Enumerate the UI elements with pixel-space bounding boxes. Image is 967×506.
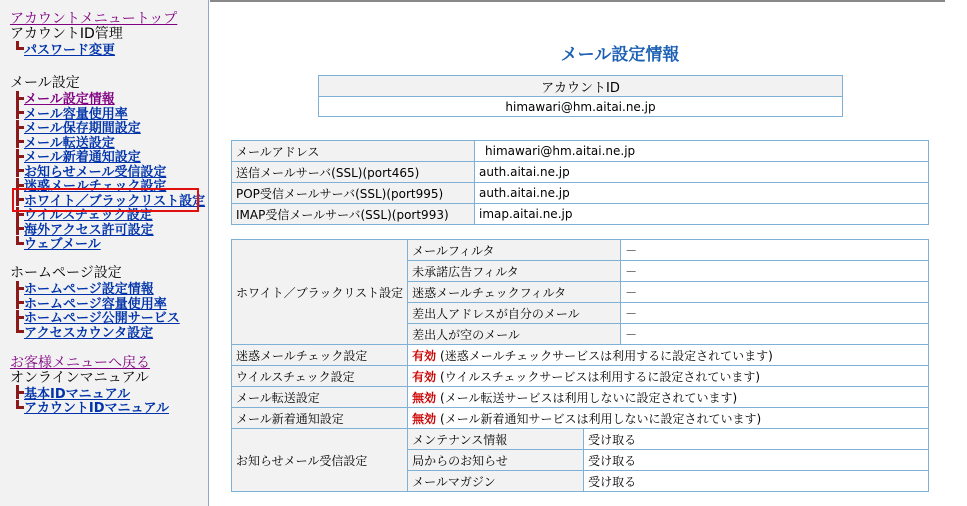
sidebar (0, 0, 209, 506)
mail-settings-heading: メール設定 (10, 75, 80, 91)
notice-label: お知らせメール受信設定 (232, 429, 408, 492)
top-divider (210, 0, 945, 2)
status-desc: (メール転送サービスは利用しないに設定されています) (440, 390, 738, 405)
hp-public-link[interactable]: ホームページ公開サービス (24, 311, 180, 327)
customer-menu-back-link[interactable]: お客様メニューへ戻る (10, 355, 150, 371)
status-desc: (ウイルスチェックサービスは利用するに設定されています) (440, 369, 761, 384)
tree-connector-icon (14, 120, 24, 134)
tree-connector-icon (14, 41, 24, 55)
table-row (232, 345, 929, 366)
server-value: himawari@hm.aitai.ne.jp (475, 141, 929, 162)
wb-item-value: － (621, 240, 929, 261)
sidebar-homepage-group (10, 266, 180, 339)
status-label: ウイルスチェック設定 (232, 366, 408, 387)
sidebar-item-password[interactable] (10, 41, 177, 56)
notice-item-label: メールマガジン (408, 471, 584, 492)
sidebar-item-account-manual[interactable] (10, 400, 169, 415)
status-cell (408, 366, 929, 387)
status-desc: (迷惑メールチェックサービスは利用するに設定されています) (440, 348, 773, 363)
table-row (232, 408, 929, 429)
wb-item-label: 迷惑メールチェックフィルタ (408, 282, 621, 303)
spam-check-link[interactable]: 迷惑メールチェック設定 (24, 179, 167, 195)
status-badge: 無効 (412, 411, 437, 426)
online-manual-heading: オンラインマニュアル (10, 369, 150, 386)
status-label: 迷惑メールチェック設定 (232, 345, 408, 366)
table-row (232, 162, 929, 183)
notice-item-label: 局からのお知らせ (408, 450, 584, 471)
status-cell (408, 387, 929, 408)
server-value: imap.aitai.ne.jp (475, 204, 929, 225)
table-row (232, 183, 929, 204)
tree-connector-icon (14, 385, 24, 399)
virus-check-link[interactable]: ウイルスチェック設定 (24, 208, 153, 224)
notice-item-value: 受け取る (584, 450, 929, 471)
server-value: auth.aitai.ne.jp (475, 162, 929, 183)
server-label: 送信メールサーバ(SSL)(port465) (232, 162, 475, 183)
status-label: メール新着通知設定 (232, 408, 408, 429)
notice-item-value: 受け取る (584, 429, 929, 450)
status-label: メール転送設定 (232, 387, 408, 408)
hp-usage-link[interactable]: ホームページ容量使用率 (24, 296, 167, 312)
tree-connector-icon (14, 91, 24, 105)
sidebar-manual-group (10, 355, 169, 417)
wb-item-label: メールフィルタ (408, 240, 621, 261)
notice-item-value: 受け取る (584, 471, 929, 492)
webmail-link[interactable]: ウェブメール (24, 237, 101, 253)
tree-connector-icon (14, 236, 24, 250)
tree-connector-icon (14, 400, 24, 414)
account-id-value: himawari@hm.aitai.ne.jp (319, 97, 843, 117)
mail-forward-link[interactable]: メール転送設定 (24, 135, 115, 151)
status-cell (408, 408, 929, 429)
tree-connector-icon (14, 310, 24, 324)
account-menu-top-link[interactable]: アカウントメニュートップ (10, 11, 178, 27)
tree-connector-icon (14, 295, 24, 309)
wb-item-value: － (621, 261, 929, 282)
homepage-settings-heading: ホームページ設定 (10, 265, 122, 281)
mail-retention-link[interactable]: メール保存期間設定 (24, 121, 141, 137)
account-id-header: アカウントID (319, 76, 843, 97)
wb-item-value: － (621, 324, 929, 345)
table-row (232, 240, 929, 261)
account-id-mgmt-heading: アカウントID管理 (10, 25, 123, 42)
table-row (232, 204, 929, 225)
wb-item-label: 差出人が空のメール (408, 324, 621, 345)
notice-item-label: メンテナンス情報 (408, 429, 584, 450)
tree-connector-icon (14, 324, 24, 338)
table-row (232, 366, 929, 387)
access-counter-link[interactable]: アクセスカウンタ設定 (24, 325, 154, 341)
tree-connector-icon (14, 105, 24, 119)
status-badge: 無効 (412, 390, 437, 405)
table-row (232, 141, 929, 162)
server-label: POP受信メールサーバ(SSL)(port995) (232, 183, 475, 204)
tree-connector-icon (14, 149, 24, 163)
wb-item-label: 未承諾広告フィルタ (408, 261, 621, 282)
notice-mail-link[interactable]: お知らせメール受信設定 (24, 164, 167, 180)
page-title: メール設定情報 (560, 45, 680, 65)
wb-item-value: － (621, 282, 929, 303)
settings-table (231, 239, 929, 492)
wb-item-value: － (621, 303, 929, 324)
sidebar-mail-group (10, 75, 206, 253)
tree-connector-icon (14, 163, 24, 177)
password-change-link[interactable]: パスワード変更 (24, 42, 116, 58)
mail-notify-link[interactable]: メール新着通知設定 (24, 150, 141, 166)
table-row (232, 429, 929, 450)
overseas-access-link[interactable]: 海外アクセス許可設定 (24, 222, 154, 238)
highlight-box (12, 188, 199, 212)
tree-connector-icon (14, 221, 24, 235)
account-id-table (318, 75, 843, 117)
server-info-table (231, 140, 929, 225)
tree-connector-icon (14, 281, 24, 295)
account-id-manual-link[interactable]: アカウントIDマニュアル (24, 401, 169, 417)
server-label: メールアドレス (232, 141, 475, 162)
status-cell (408, 345, 929, 366)
hp-info-link[interactable]: ホームページ設定情報 (24, 282, 154, 298)
server-label: IMAP受信メールサーバ(SSL)(port993) (232, 204, 475, 225)
server-value: auth.aitai.ne.jp (475, 183, 929, 204)
table-row (232, 387, 929, 408)
basic-id-manual-link[interactable]: 基本IDマニュアル (24, 386, 131, 402)
whitelist-link[interactable]: ホワイト／ブラックリスト設定 (24, 193, 206, 209)
mail-usage-link[interactable]: メール容量使用率 (24, 106, 128, 122)
sidebar-account-group (10, 12, 177, 56)
status-badge: 有効 (412, 348, 437, 363)
tree-connector-icon (14, 134, 24, 148)
status-desc: (メール新着通知サービスは利用しないに設定されています) (440, 411, 762, 426)
mail-info-link[interactable]: メール設定情報 (24, 92, 115, 108)
wb-label: ホワイト／ブラックリスト設定 (232, 240, 408, 345)
wb-item-label: 差出人アドレスが自分のメール (408, 303, 621, 324)
status-badge: 有効 (412, 369, 437, 384)
